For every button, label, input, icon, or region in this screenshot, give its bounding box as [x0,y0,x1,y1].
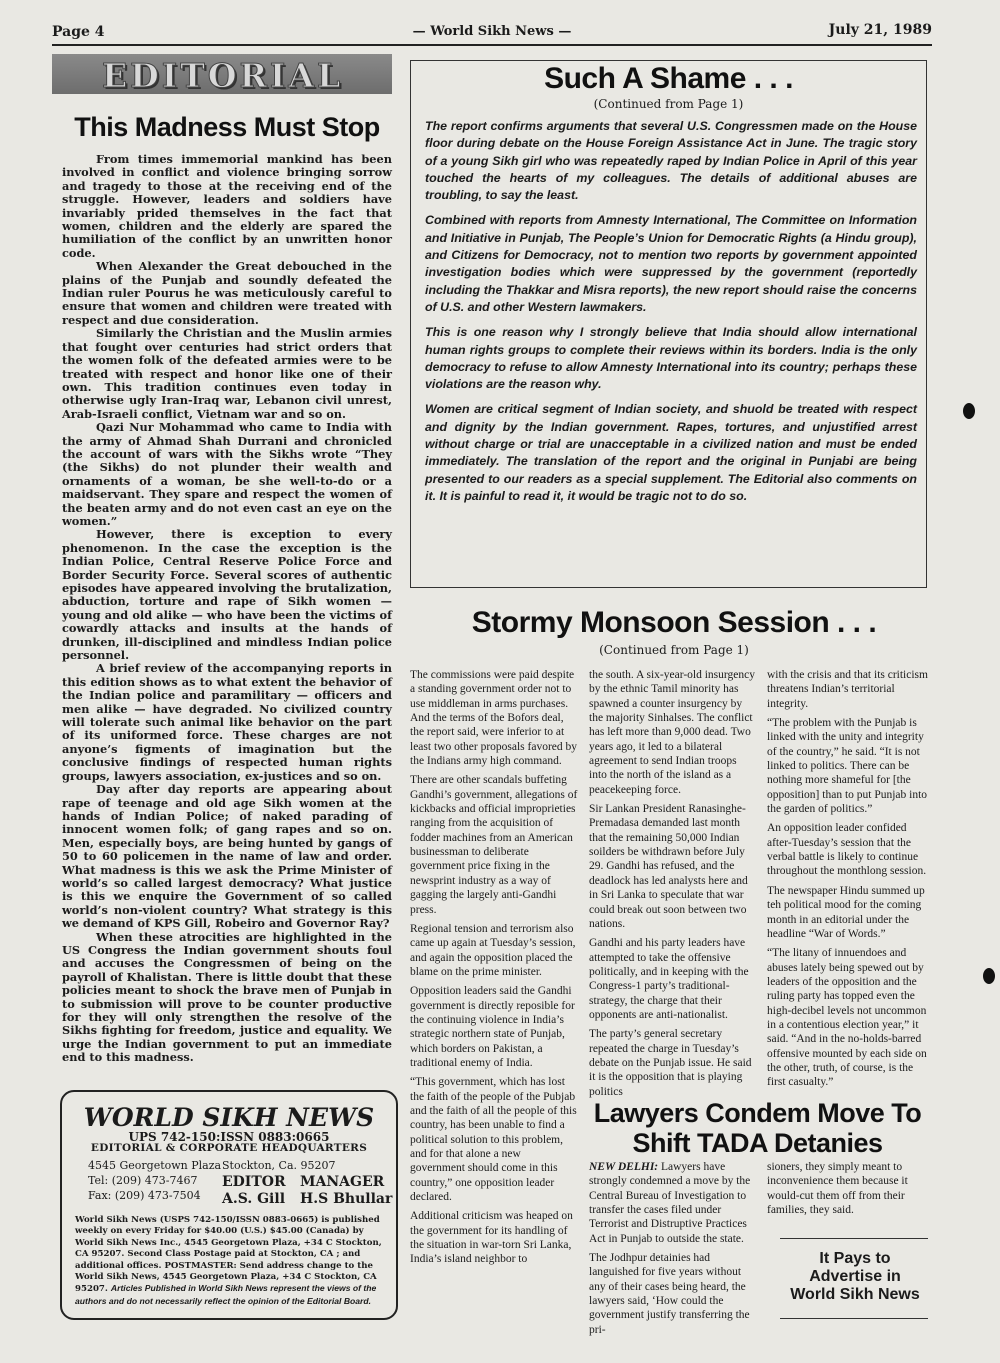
editor-name: A.S. Gill [222,1191,286,1207]
editor-label: EDITOR [222,1174,286,1190]
monsoon-paragraph: with the crisis and that its criticism threatens Indian’s territorial integrity. [767,669,928,710]
dateline: NEW DELHI: [589,1161,659,1173]
monsoon-paragraph: Regional tension and terrorism also came up again at Tuesday’s session, and again the opposition placed the blame on the prime minister. [410,922,576,978]
monsoon-paragraph: The commissions were paid despite a standing government order not to use middleman in arms purchases. And the terms of the Bofors deal, the report said, were inferior to at least two other proposals favored by the Indians army high command. [410,669,578,768]
lawyers-paragraph: sioners, they simply meant to inconvenience them because it would-cut them off from their families, they said. [767,1161,908,1217]
monsoon-column-2 [589,668,755,1104]
editorial-paragraph: However, there is exception to every phenomenon. In the case the exception is the Indian Police, Central Reserve Police Force and Border Security Force. Several scores of authentic episodes have appeared involving the brutalization, abduction, torture and rape of Sikh women — young and old alike — who have been the victims of cowardly attacks and insults at the hands of drunken, ill-disciplined and mindless Indian police personnel. [62,527,392,663]
promo-line: World Sikh News [790,1286,920,1303]
monsoon-paragraph: The newspaper Hindu summed up teh political mood for the coming month in an editorial under the headline “War of Words.” [767,884,925,940]
masthead-title: — World Sikh News — [412,24,572,39]
shame-paragraph: Women are critical segment of Indian society, and shuold be treated with respect and dignity by the Indian government. Rapes, tortures, and unjustified arrest without charge or trial are unacceptable in a civilized nation and must be ended immediately. The translation of the report and the original in Punjabi are being presented to our readers as a special supplement. The Editorial also comments on it. It is painful to read it, it would be tragic not to do so. [425,402,917,503]
shame-headline: Such A Shame . . . [544,62,793,95]
masthead-tel: Tel: (209) 473-7467 [88,1174,198,1187]
editorial-paragraph: When these atrocities are highlighted in the US Congress the Indian government shouts foul and accuses the Congressmen of being on the payroll of Khalistan. There is little doubt that these policies meant to shock the brave men of Punjab in to submission will prove to be counter productive for they will only strengthen the resolve of the Sikhs fighting for freedom, justice and equality. We urge the Indian government to put an immediate end to this madness. [62,929,392,1065]
promo-line: It Pays to [819,1250,891,1267]
monsoon-paragraph: Additional criticism was heaped on the government for its handling of the situation in war-torn Sri Lanka, India’s island neighbor to [410,1210,573,1266]
shame-paragraph: Combined with reports from Amnesty International, The Committee on Information and Initiative in Punjab, The People’s Union for Democratic Rights (a Hindu group), and Citizens for Democracy, not to mention two reports by government appointed investigation bodies which were suppressed by the government (reportedly including the Thakkar and Misra reports), the new report should raise the concerns of U.S. and other Western lawmakers. [425,213,917,314]
shame-paragraph: The report confirms arguments that several U.S. Congressmen made on the House floor during debate on the House Foreign Assistance Act in June. The tragic story of a young Sikh girl who was repeatedly raped by Indian Police in April of this year touched the hearts of my colleagues. The details of additional abuses are troubling, to say the least. [425,119,917,203]
binder-hole [963,403,975,419]
promo-rule-top [780,1238,928,1239]
monsoon-column-1 [410,668,578,1272]
monsoon-paragraph: Sir Lankan President Ranasinghe-Premadasa demanded last month that the remaining 50,000 Indian soilders be withdrawn before July 29. Gandhi has refused, and the deadlock has led analysts here and in Sri Lanka to speculate that war could break out soon between two nations. [589,803,748,930]
monsoon-paragraph: Gandhi and his party leaders have attempted to take the offensive politically, and in keeping with the Congress-1 party’s traditional-strategy, the charge that their opponents are anti-nationalist. [589,937,749,1021]
editorial-headline: This Madness Must Stop [74,112,380,142]
editorial-banner-label: EDITORIAL [102,56,344,95]
advertise-promo [770,1250,940,1304]
publication-statement: World Sikh News (USPS 742-150/ISSN 0883-0665) is published weekly on every Friday for $40.00 (U.S.) $45.00 (Canada) by World Sikh News Inc., 4545 Georgetown Plaza, +34 C Stockton, CA 95207. Second Class Postage paid at Stockton, CA ; and additional offices. POSTMASTER: Send address change to the World Sikh News, 4545 Georgetown Plaza, +34 C Stockton, CA 95207. [75,1215,382,1295]
header-rule [52,44,932,46]
masthead-hq: EDITORIAL & CORPORATE HEADQUARTERS [90,1142,368,1154]
monsoon-paragraph: “The problem with the Punjab is linked with the unity and integrity of the country,” he said. “It is not linked to politics. There can be nothing more shameful for [the opposition] than to put Punjab into the garden of politics.” [767,717,928,816]
masthead-ups: UPS 742-150:ISSN 0883:0665 [128,1130,330,1144]
lawyers-column-1 [589,1160,755,1342]
monsoon-headline: Stormy Monsoon Session . . . [471,606,877,639]
issue-date: July 21, 1989 [828,22,932,38]
masthead-box-title: WORLD SIKH NEWS [83,1103,375,1132]
page-header [52,22,932,44]
monsoon-paragraph: An opposition leader confided after-Tuesday’s session that the verbal battle is likely to continue throughout the monthlong session. [767,822,927,878]
lawyers-headline: Lawyers Condem Move To Shift TADA Detanies [593,1098,922,1158]
editorial-paragraph: Day after day reports are appearing about rape of teenage and old age Sikh women at the hands of Indian Police; of naked parading of innocent women folk; of gang rapes and so on. Men, especially boys, are being hunted by gangs of 50 to 60 policemen in the name of law and order. What madness is this we ask the Prime Minister of world’s so called largest democracy? What justice is this we enquire the Government of so called world’s non-violent country? What strategy is this we demand of KPS Gill, Robeiro and Governor Ray? [62,782,392,931]
editorial-body [62,153,392,1065]
shame-paragraph: This is one reason why I strongly believe that India should allow international human rights groups to complete their reviews within its borders. India is the only democracy to refuse to allow Amnesty International into its country; perhaps these violations are the reason why. [425,325,917,392]
monsoon-paragraph: “This government, which has lost the faith of the people of the Pubjab and the faith of all the people of this country, has been unable to find a political solution to this problem, and for that alone a new government should come in this country,” one opposition leader declared. [410,1076,577,1204]
editorial-paragraph: Similarly the Christian and the Muslin armies that fought over centuries had strict orders that the women folk of the defeated armies were to be treated with respect and honor like one of their own. This tradition continues even today in otherwise ugly Iran-Iraq war, Lebanon civil unrest, Arab-Israeli conflict, Vietnam war and so on. [62,326,392,421]
manager-label: MANAGER [300,1174,385,1190]
masthead-city: Stockton, Ca. 95207 [222,1159,336,1172]
editorial-paragraph: Qazi Nur Mohammad who came to India with the army of Ahmad Shah Durrani and chronicled the account of wars with the Sikhs wrote “They (the Sikhs) do not plunder their wealth and ornaments of a woman, be she well-to-do or a maidservant. They spare and respect the women of the beaten army and do not even cast an eye on the women.” [62,420,392,528]
lawyers-paragraph: The Jodhpur detainies had languished for five years without any of their cases being heard, the lawyers said, ‘How could the government justify transferring the pri- [589,1252,750,1336]
editorial-paragraph: A brief review of the accompanying reports in this edition shows as to what extent the behavior of the Indian police and paramilitary — officers and men alike — have degraded. No civilized country will tolerate such animal like behavior on the part of its uniformed force. These charges are not anyone’s figments of imagination but the conclusive findings of respected human rights groups, lawyers association, ex-justices and so on. [62,661,392,783]
promo-line: Advertise in [809,1268,901,1285]
lawyers-lead-paragraph [589,1160,755,1246]
lawyers-lead-text: Lawyers have strongly condemned a move by the Central Bureau of Investigation to transfer the cases filed under Terrorist and Distruptive Practices Act in Punjab to outside the state. [589,1161,751,1245]
monsoon-paragraph: Opposition leaders said the Gandhi government is directly reposible for the continuing violence in India’s strategic northern state of Punjab, which borders on Pakistan, a traditional enemy of India. [410,985,575,1069]
monsoon-paragraph: the south. A six-year-old insurgency by the ethnic Tamil minority has spawned a counter insurgency by the majority Sinhalses. The conflict has left more than 9,000 dead. Two years ago, it led to a bilateral agreement to send Indian troops into the north of the island as a peacekeeping force. [589,669,755,796]
editorial-paragraph: From times immemorial mankind has been involved in conflict and violence bringing sorrow and tragedy to those at the receiving end of the struggle. However, leaders and soldiers have invariably prided themselves in the fact that women, children and the elderly are spared the humiliation of the conflict by an unwritten honor code. [62,152,392,260]
page-number: Page 4 [52,24,105,40]
lawyers-column-2 [767,1160,932,1222]
shame-continued-note: (Continued from Page 1) [593,97,744,111]
monsoon-paragraph: “The litany of innuendoes and abuses lately being spewed out by leaders of the opposition and the ruling party has topped even the high-decibel levels not uncommon in a contentious election year,” it said. “And in the no-holds-barred offensive mounted by each side on the other, truth, of course, is the first casualty.” [767,947,927,1089]
editorial-banner [52,54,392,94]
masthead-fine-print [75,1215,387,1308]
monsoon-paragraph: There are other scandals buffeting Gandhi’s government, allegations of kickbacks and official improprieties ranging from the acquisition of fodder machines from an American businessman to deliberate government price fixing in the newsprint industry as a way of gagging the largely anti-Gandhi press. [410,774,578,916]
masthead-address: 4545 Georgetown Plaza [88,1159,222,1172]
monsoon-column-3 [767,668,932,1095]
manager-name: H.S Bhullar [300,1191,393,1207]
editorial-paragraph: When Alexander the Great debouched in the plains of the Punjab and soundly defeated the Indian ruler Pourus he was meticulously careful to ensure that women and children were treated with respect and due consideration. [62,259,392,327]
promo-rule-bottom [780,1318,928,1319]
masthead-fax: Fax: (209) 473-7504 [88,1189,201,1202]
shame-body [425,118,917,513]
monsoon-continued-note: (Continued from Page 1) [599,643,749,657]
binder-hole [983,968,995,984]
disclaimer: Articles Published in World Sikh News represent the views of the authors and do not necessarily reflect the opinion of the Editorial Board. [75,1283,377,1306]
monsoon-paragraph: The party’s general secretary repeated the charge in Tuesday’s debate on the Punjab issue. He said it is the opposition that is playing politics [589,1028,752,1098]
